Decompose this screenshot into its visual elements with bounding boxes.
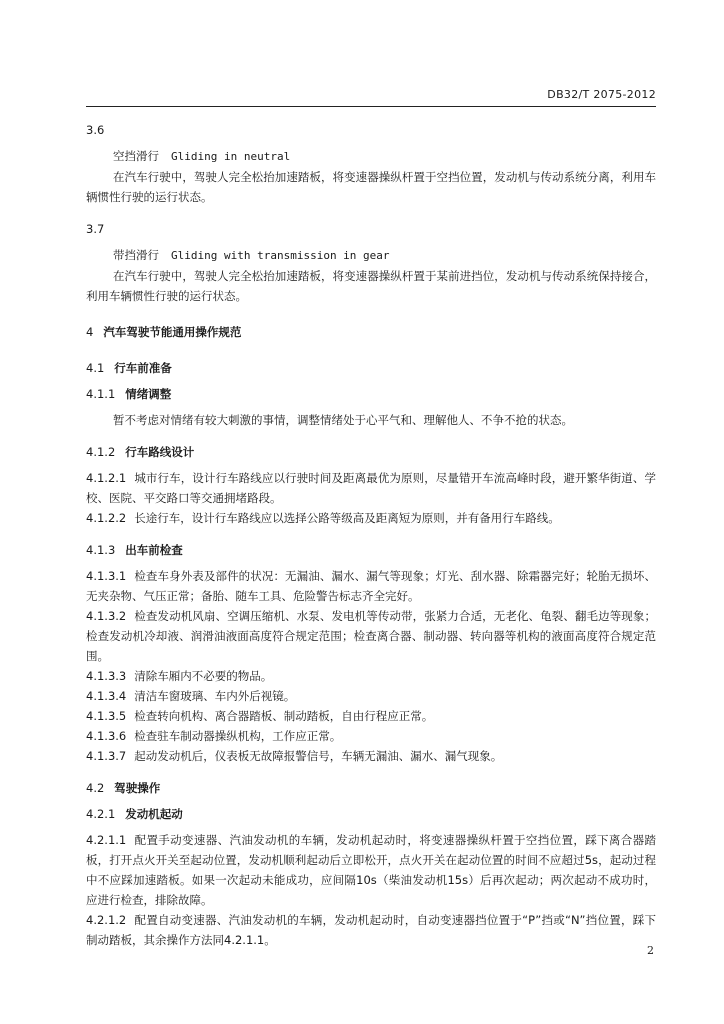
section-heading-4-1-1: 4.1.1 情绪调整 — [86, 387, 172, 401]
section-heading-4-2: 4.2 驾驶操作 — [86, 781, 161, 795]
section-heading-4-2-1: 4.2.1 发动机起动 — [86, 807, 183, 821]
document-code: DB32/T 2075-2012 — [547, 88, 656, 101]
clause-number-3-6: 3.6 — [86, 123, 105, 137]
section-heading-4-1-3: 4.1.3 出车前检查 — [86, 543, 183, 557]
paragraph-4-1-1: 暂不考虑对情绪有较大刺激的事情，调整情绪处于心平气和、理解他人、不争不抢的状态。 — [113, 413, 573, 427]
clause-4-1-3-7: 4.1.3.7 起动发动机后，仪表板无故障报警信号，车辆无漏油、漏水、漏气现象。 — [86, 749, 503, 763]
header-rule — [86, 106, 656, 107]
term-zh: 带挡滑行 — [113, 248, 159, 262]
clause-4-2-1-1: 4.2.1.1 配置手动变速器、汽油发动机的车辆，发动机起动时，将变速器操纵杆置于空挡位置，踩下离合器踏板，打开点火开关至起动位置，发动机顺利起动后立即松开，点火开关在起动位置的时间不应超过5s，起动过程中不应踩加速踏板。如果一次起动未能成功，应间隔10s（柴油发动机15s）后再次起动；两次起动不成功时，应进行检查，排除故障。 — [86, 833, 656, 907]
clause-4-1-3-2: 4.1.3.2 检查发动机风扇、空调压缩机、水泵、发电机等传动带，张紧力合适，无老化、龟裂、翻毛边等现象；检查发动机冷却液、润滑油液面高度符合规定范围；检查离合器、制动器、转向器等机构的液面高度符合规定范围。 — [86, 609, 656, 663]
section-heading-4-1: 4.1 行车前准备 — [86, 361, 172, 375]
section-heading-4: 4 汽车驾驶节能通用操作规范 — [86, 325, 242, 339]
clause-4-2-1-2: 4.2.1.2 配置自动变速器、汽油发动机的车辆，发动机起动时，自动变速器挡位置于“P”挡或“N”挡位置，踩下制动踏板，其余操作方法同4.2.1.1。 — [86, 913, 656, 947]
term-3-6 — [86, 146, 656, 167]
term-en: Gliding in neutral — [171, 150, 291, 163]
definition-3-7: 在汽车行驶中，驾驶人完全松抬加速踏板，将变速器操纵杆置于某前进挡位，发动机与传动系统保持接合，利用车辆惯性行驶的运行状态。 — [86, 269, 656, 303]
clause-4-1-3-3: 4.1.3.3 清除车厢内不必要的物品。 — [86, 669, 273, 683]
clause-4-1-2-2: 4.1.2.2 长途行车，设计行车路线应以选择公路等级高及距离短为原则，并有备用行车路线。 — [86, 511, 560, 525]
section-heading-4-1-2: 4.1.2 行车路线设计 — [86, 445, 195, 459]
term-en: Gliding with transmission in gear — [171, 249, 390, 262]
clause-4-1-3-4: 4.1.3.4 清洁车窗玻璃、车内外后视镜。 — [86, 689, 296, 703]
clause-number-3-7: 3.7 — [86, 222, 105, 236]
clause-4-1-3-6: 4.1.3.6 检查驻车制动器操纵机构，工作应正常。 — [86, 729, 342, 743]
clause-4-1-2-1: 4.1.2.1 城市行车，设计行车路线应以行驶时间及距离最优为原则，尽量错开车流高峰时段，避开繁华街道、学校、医院、平交路口等交通拥堵路段。 — [86, 471, 656, 505]
term-3-7 — [86, 245, 656, 266]
term-zh: 空挡滑行 — [113, 149, 159, 163]
page-number: 2 — [647, 944, 654, 957]
clause-4-1-3-5: 4.1.3.5 检查转向机构、离合器踏板、制动踏板，自由行程应正常。 — [86, 709, 434, 723]
clause-4-1-3-1: 4.1.3.1 检查车身外表及部件的状况：无漏油、漏水、漏气等现象；灯光、刮水器、除霜器完好；轮胎无损坏、无夹杂物、气压正常；备胎、随车工具、危险警告标志齐全完好。 — [86, 569, 656, 603]
document-body — [86, 120, 656, 950]
definition-3-6: 在汽车行驶中，驾驶人完全松抬加速踏板，将变速器操纵杆置于空挡位置，发动机与传动系统分离，利用车辆惯性行驶的运行状态。 — [86, 170, 656, 204]
